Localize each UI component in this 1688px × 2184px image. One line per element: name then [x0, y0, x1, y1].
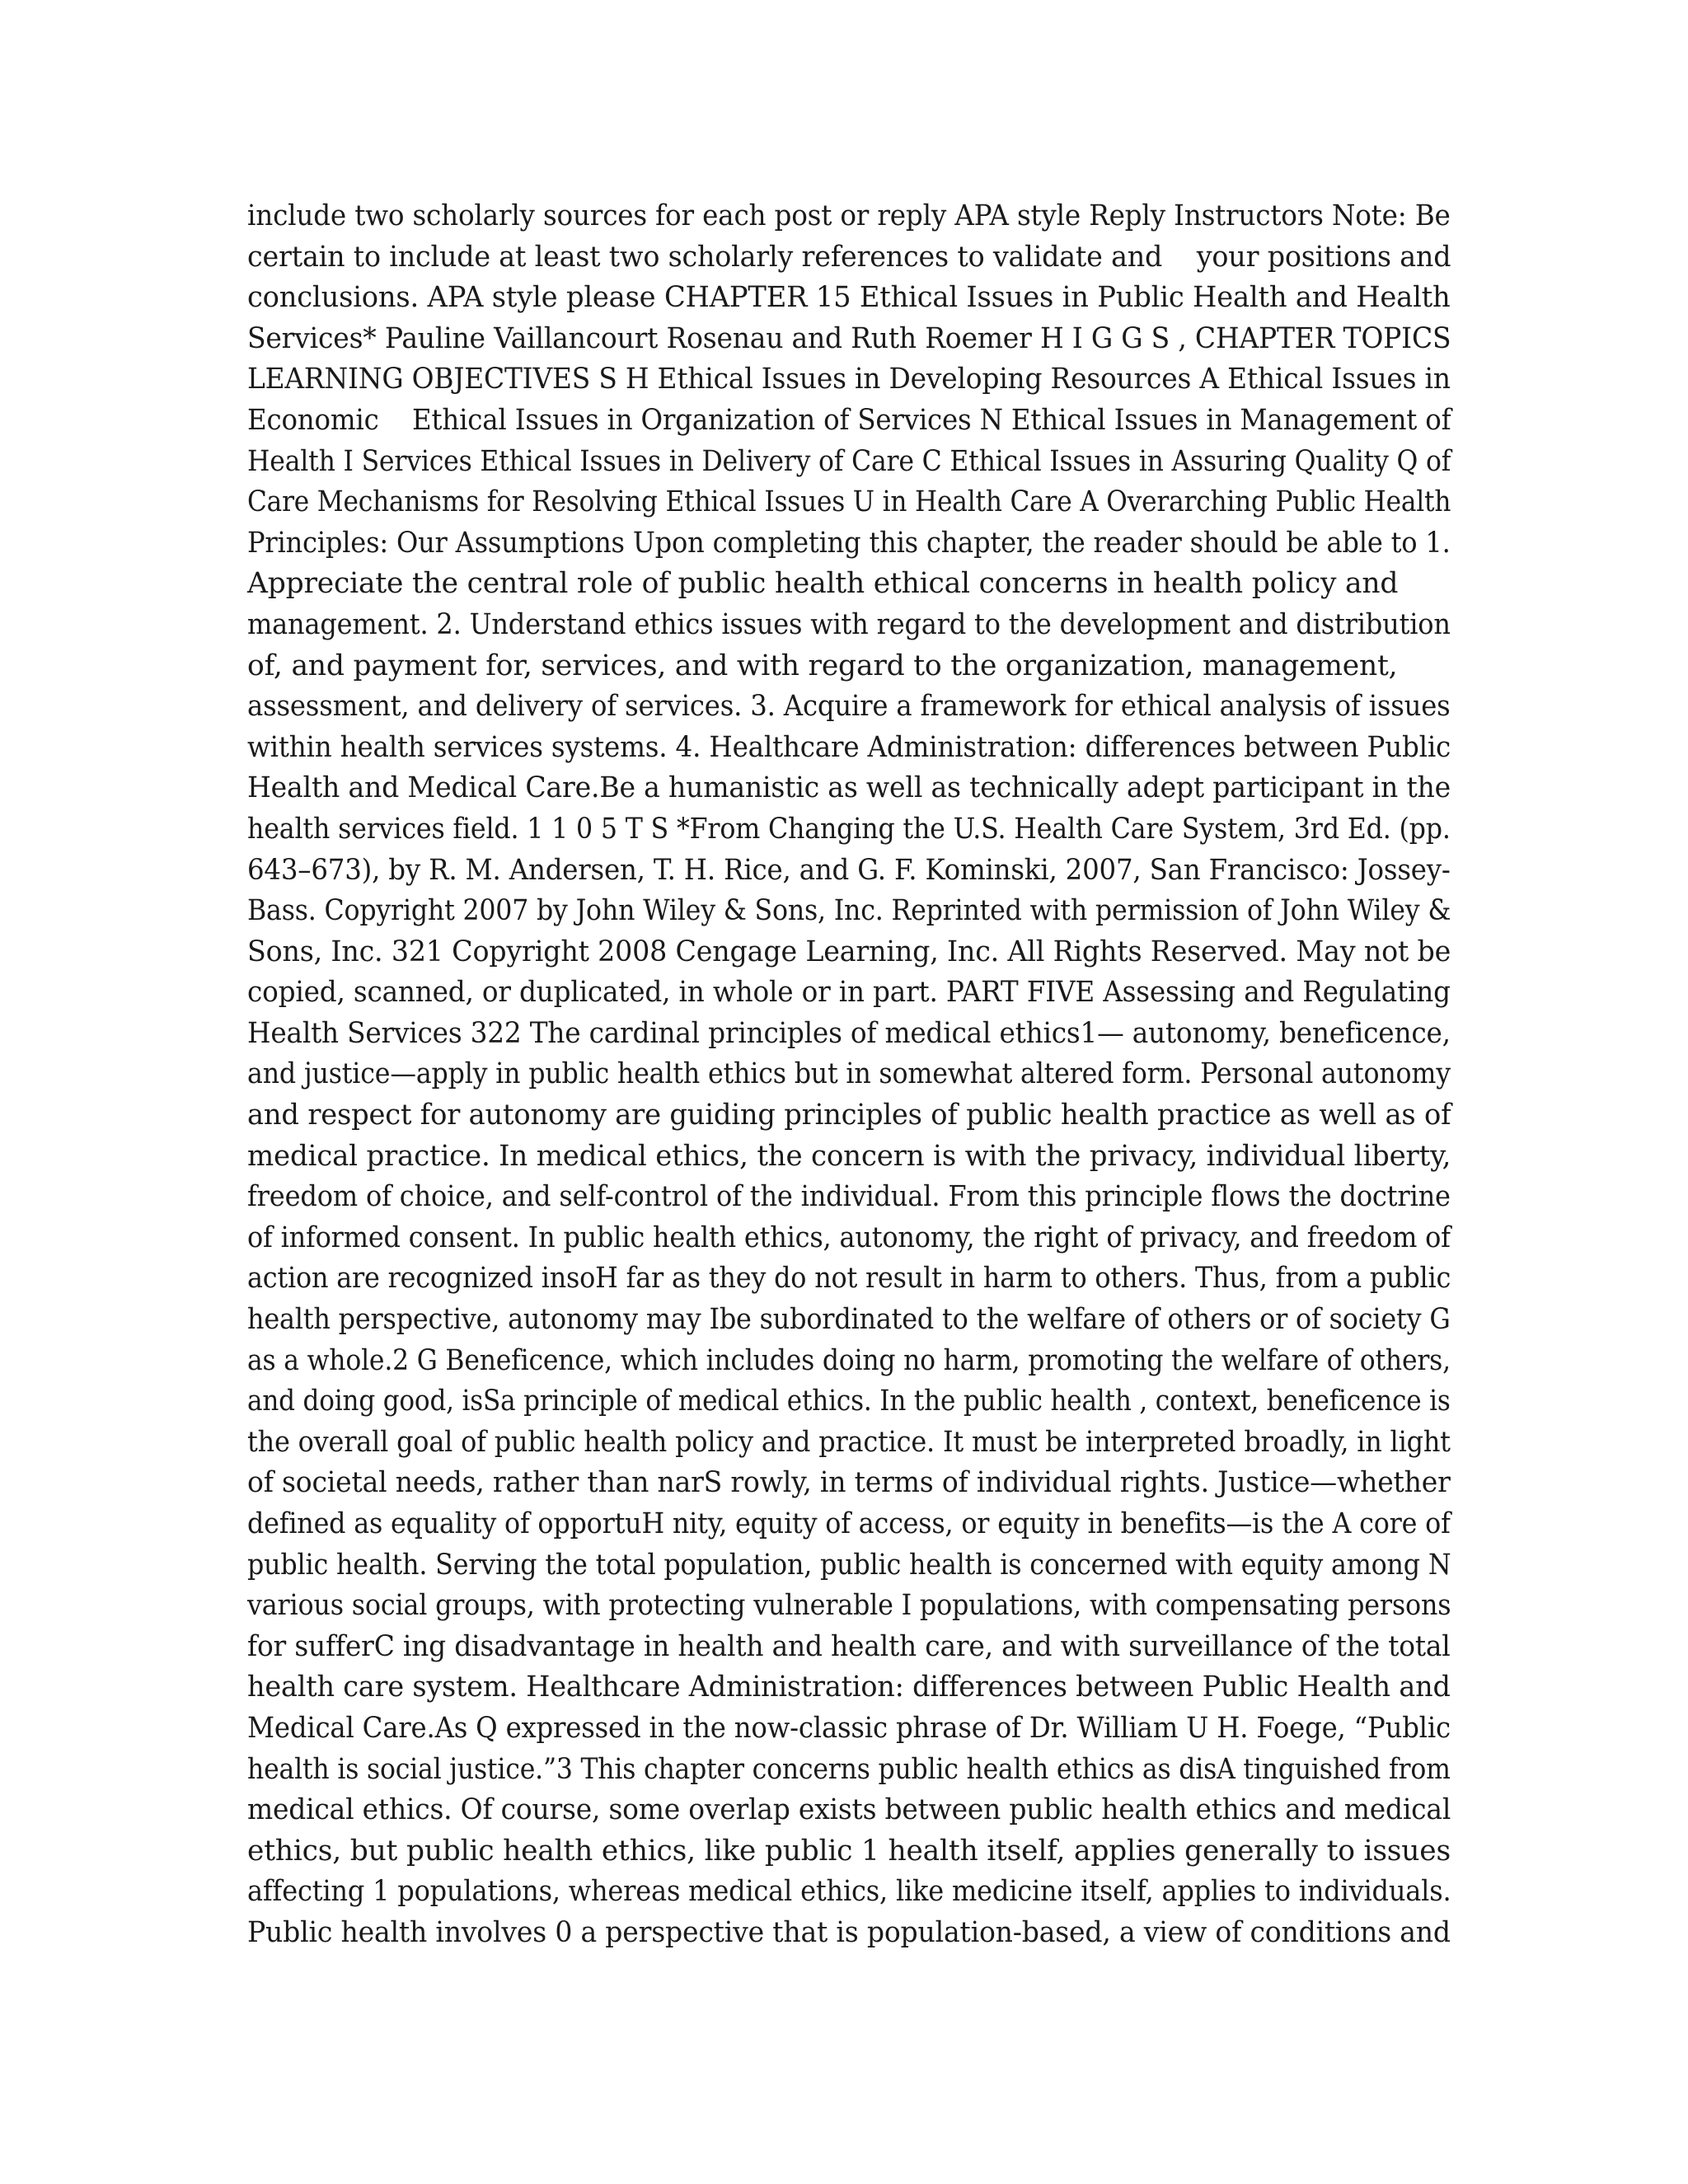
text-line: ethics, but public health ethics, like public 1 health itself, applies generally to issues [247, 1834, 1451, 1868]
text-line: various social groups, with protecting vulnerable I populations, with compensating persons [247, 1589, 1451, 1623]
text-line: 643–673), by R. M. Andersen, T. H. Rice, and G. F. Kominski, 2007, San Francisco: Jossey- [247, 853, 1451, 887]
text-line: health care system. Healthcare Administration: differences between Public Health and [247, 1671, 1451, 1704]
text-line: LEARNING OBJECTIVES S H Ethical Issues in Developing Resources A Ethical Issues in [247, 363, 1451, 396]
text-line: within health services systems. 4. Healthcare Administration: differences between Public [247, 730, 1451, 764]
text-line: health services field. 1 1 0 5 T S *From Changing the U.S. Health Care System, 3rd Ed. (pp. [247, 812, 1451, 846]
body-text [247, 196, 1451, 1954]
text-line: action are recognized insoH far as they do not result in harm to others. Thus, from a public [247, 1262, 1451, 1296]
text-line: assessment, and delivery of services. 3. Acquire a framework for ethical analysis of issues [247, 690, 1451, 724]
text-line: Economic Ethical Issues in Organization of Services N Ethical Issues in Management of [247, 403, 1451, 437]
text-line: Public health involves 0 a perspective that is population-based, a view of conditions and [247, 1915, 1451, 1949]
text-line: conclusions. APA style please CHAPTER 15 Ethical Issues in Public Health and Health [247, 281, 1451, 315]
text-line: medical practice. In medical ethics, the concern is with the privacy, individual liberty, [247, 1139, 1451, 1173]
text-line: of societal needs, rather than narS rowly, in terms of individual rights. Justice—whether [247, 1466, 1451, 1500]
text-line: health perspective, autonomy may Ibe subordinated to the welfare of others or of society G [247, 1303, 1451, 1337]
text-line: Sons, Inc. 321 Copyright 2008 Cengage Learning, Inc. All Rights Reserved. May not be [247, 935, 1451, 968]
text-line: Appreciate the central role of public health ethical concerns in health policy and [247, 567, 1399, 601]
text-line: medical ethics. Of course, some overlap exists between public health ethics and medical [247, 1793, 1451, 1827]
text-line: the overall goal of public health policy and practice. It must be interpreted broadly, in light [247, 1425, 1451, 1459]
text-line: Care Mechanisms for Resolving Ethical Issues U in Health Care A Overarching Public Health [247, 485, 1451, 519]
text-line: Bass. Copyright 2007 by John Wiley & Sons, Inc. Reprinted with permission of John Wiley & [247, 894, 1451, 928]
text-line: freedom of choice, and self-control of the individual. From this principle flows the doctrine [247, 1180, 1451, 1214]
text-line: and doing good, isSa principle of medical ethics. In the public health , context, beneficence is [247, 1385, 1451, 1418]
text-line: copied, scanned, or duplicated, in whole or in part. PART FIVE Assessing and Regulating [247, 976, 1451, 1010]
text-line: Health and Medical Care.Be a humanistic as well as technically adept participant in the [247, 771, 1451, 805]
text-line: include two scholarly sources for each post or reply APA style Reply Instructors Note: Be [247, 199, 1451, 232]
text-line: of, and payment for, services, and with regard to the organization, management, [247, 649, 1398, 682]
text-line: certain to include at least two scholarly references to validate and your positions and [247, 240, 1451, 274]
text-line: affecting 1 populations, whereas medical ethics, like medicine itself, applies to individuals. [247, 1875, 1451, 1909]
text-line: defined as equality of opportuH nity, equity of access, or equity in benefits—is the A core of [247, 1507, 1451, 1540]
text-line: of informed consent. In public health ethics, autonomy, the right of privacy, and freedom of [247, 1221, 1451, 1254]
text-line: as a whole.2 G Beneficence, which includes doing no harm, promoting the welfare of others, [247, 1343, 1451, 1377]
text-line: and justice—apply in public health ethics but in somewhat altered form. Personal autonomy [247, 1057, 1451, 1091]
text-line: Health Services 322 The cardinal principles of medical ethics1— autonomy, beneficence, [247, 1016, 1451, 1050]
text-line: public health. Serving the total population, public health is concerned with equity among N [247, 1548, 1451, 1582]
text-line: Health I Services Ethical Issues in Delivery of Care C Ethical Issues in Assuring Quality Q of [247, 444, 1451, 478]
text-line: Services* Pauline Vaillancourt Rosenau and Ruth Roemer H I G G S , CHAPTER TOPICS [247, 321, 1451, 355]
text-line: Principles: Our Assumptions Upon completing this chapter, the reader should be able to 1. [247, 526, 1451, 560]
text-line: health is social justice.”3 This chapter concerns public health ethics as disA tinguished from [247, 1752, 1451, 1786]
text-line: and respect for autonomy are guiding principles of public health practice as well as of [247, 1099, 1451, 1132]
text-line: Medical Care.As Q expressed in the now-classic phrase of Dr. William U H. Foege, “Public [247, 1711, 1451, 1745]
text-line: management. 2. Understand ethics issues with regard to the development and distribution [247, 607, 1451, 641]
text-line: for sufferC ing disadvantage in health and health care, and with surveillance of the total [247, 1629, 1451, 1663]
